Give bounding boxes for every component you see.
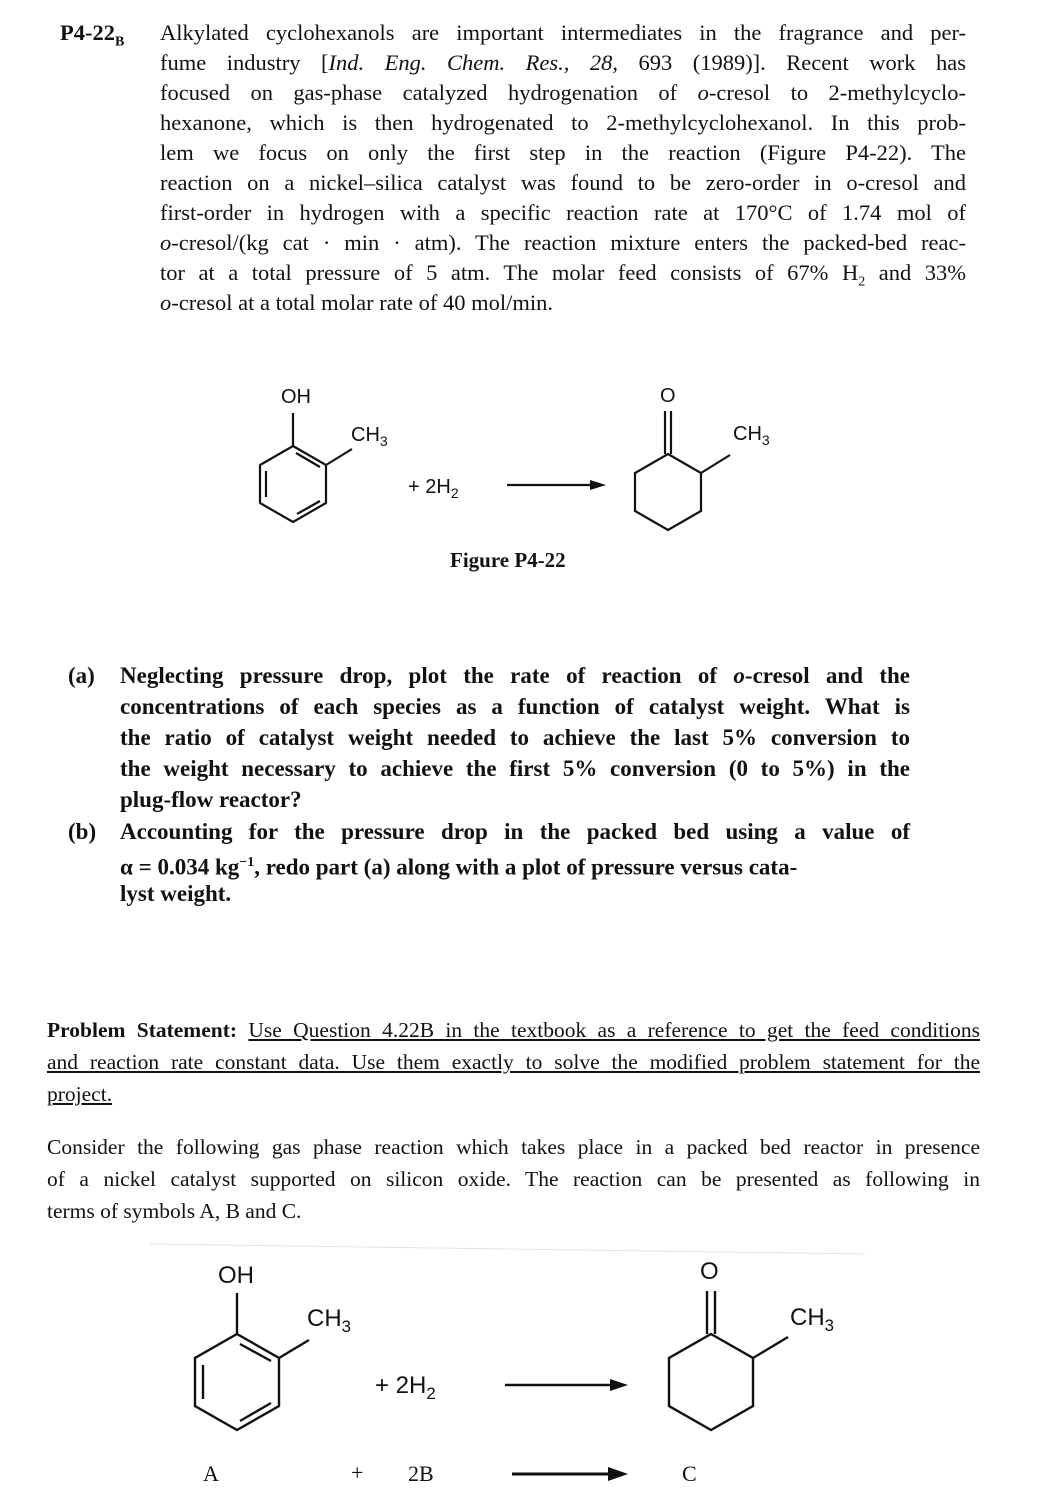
ch3-label-right: $CH_3$ xyxy=(733,423,770,448)
problem-line: fume industry [Ind. Eng. Chem. Res., 28, 693 (1989)]. Recent work has xyxy=(160,50,967,75)
problem-line: focused on gas-phase catalyzed hydrogenation of o-cresol to 2-methylcyclo- xyxy=(160,80,966,105)
question-line: the weight necessary to achieve the first 5% conversion (0 to 5%) in the xyxy=(120,756,910,781)
problem-line: o-cresol/(kg cat · min · atm). The reaction mixture enters the packed-bed reac- xyxy=(160,230,966,255)
symbol-plus: + xyxy=(351,1460,364,1485)
problem-line: hexanone, which is then hydrogenated to 2-methylcyclohexanol. In this prob- xyxy=(160,110,966,135)
oh-label-2: OH xyxy=(218,1262,254,1289)
statement-line: and reaction rate constant data. Use them exactly to solve the modified problem statement for the xyxy=(47,1050,980,1074)
ch3-label-right-2: $CH_3$ xyxy=(790,1304,835,1335)
problem-line: first-order in hydrogen with a specific reaction rate at 170°C of 1.74 mol of xyxy=(160,200,966,225)
ch3-label-left: $CH_3$ xyxy=(351,424,388,449)
question-a-label: (a) xyxy=(68,663,95,688)
question-line: plug-flow reactor? xyxy=(120,787,302,812)
question-line: Accounting for the pressure drop in the packed bed using a value of xyxy=(120,819,910,844)
figure-caption: Figure P4-22 xyxy=(450,548,566,572)
consider-line: Consider the following gas phase reaction which takes place in a packed bed reactor in presence xyxy=(47,1135,980,1159)
problem-line: reaction on a nickel–silica catalyst was found to be zero-order in o-cresol and xyxy=(160,170,966,195)
statement-line: Problem Statement: Use Question 4.22B in the textbook as a reference to get the feed conditions xyxy=(47,1018,981,1042)
problem-line: Alkylated cyclohexanols are important intermediates in the fragrance and per- xyxy=(160,20,966,45)
consider-line: terms of symbols A, B and C. xyxy=(47,1199,302,1223)
plus-h2-label-2: + $2H_2$ xyxy=(375,1372,436,1403)
reaction-arrow-2 xyxy=(505,1379,628,1391)
o-label: O xyxy=(660,385,676,407)
symbol-a: A xyxy=(203,1461,219,1486)
statement-line: project. xyxy=(47,1082,113,1106)
problem-line: tor at a total pressure of 5 atm. The molar feed consists of 67% $H_2$ and 33% xyxy=(160,260,966,290)
symbol-c: C xyxy=(682,1461,697,1486)
question-b-label: (b) xyxy=(68,819,97,844)
question-line: Neglecting pressure drop, plot the rate of reaction of o-cresol and the xyxy=(120,663,910,688)
plus-h2-label: + $2H_2$ xyxy=(408,476,459,501)
oh-label: OH xyxy=(281,386,311,408)
question-line: lyst weight. xyxy=(120,881,232,906)
o-label-2: O xyxy=(700,1258,719,1285)
symbol-arrow xyxy=(512,1467,628,1481)
problem-line: o-cresol at a total molar rate of 40 mol/min. xyxy=(160,290,554,315)
symbol-b: 2B xyxy=(408,1461,434,1486)
consider-line: of a nickel catalyst supported on silicon oxide. The reaction can be presented as following in xyxy=(47,1167,980,1191)
question-line: the ratio of catalyst weight needed to achieve the last 5% conversion to xyxy=(120,725,910,750)
question-line: concentrations of each species as a function of catalyst weight. What is xyxy=(120,694,910,719)
question-line: α = 0.034 $kg^{-1}$, redo part (a) along with a plot of pressure versus cata- xyxy=(120,854,798,880)
methylcyclohexanone-ring-2 xyxy=(669,1291,788,1430)
ch3-label-left-2: $CH_3$ xyxy=(307,1305,352,1336)
problem-line: lem we focus on only the first step in the reaction (Figure P4-22). The xyxy=(160,140,966,165)
o-cresol-ring-2 xyxy=(195,1293,309,1430)
problem-number: $P4-22_B$ xyxy=(60,20,125,50)
